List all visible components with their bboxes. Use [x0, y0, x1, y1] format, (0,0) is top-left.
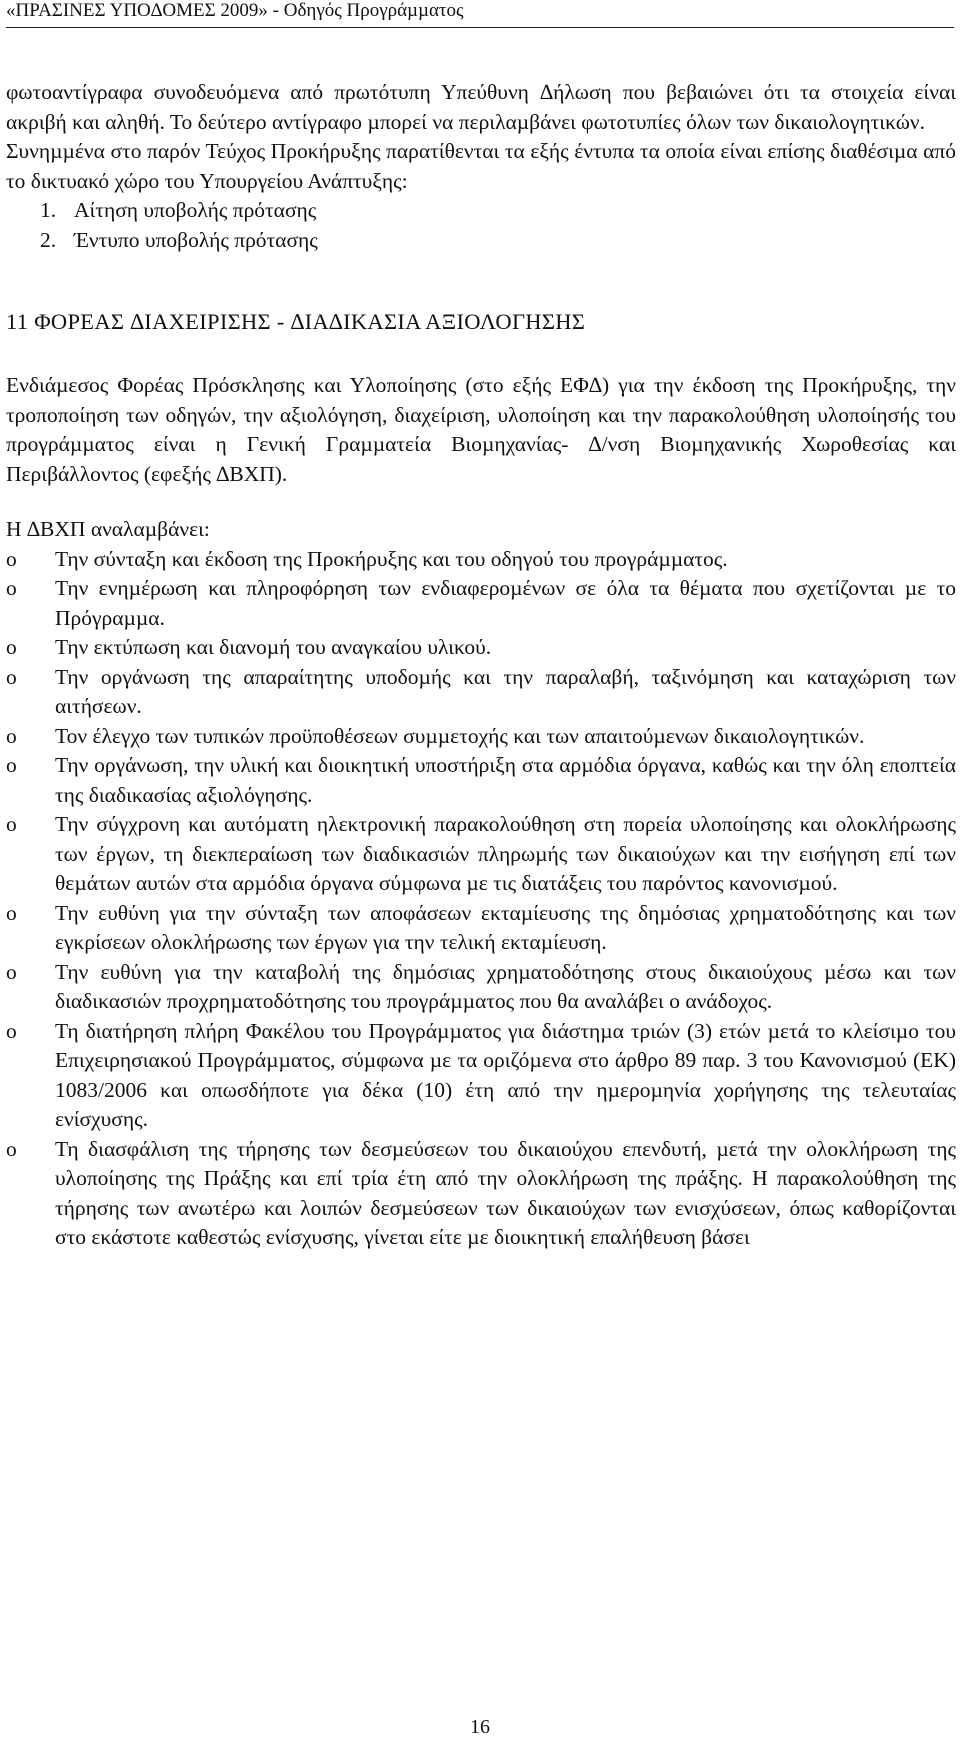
- bullet-item: [6, 751, 956, 810]
- intro-paragraph-2: Συνηµµένα στο παρόν Τεύχος Προκήρυξης παρατίθενται τα εξής έντυπα τα οποία είναι επίσης διαθέσιµα από το δικτυακό χώρο του Υπουργείου Ανάπτυξης:: [6, 139, 956, 193]
- bullet-item: [6, 958, 956, 1017]
- bullet-marker: o: [6, 959, 17, 984]
- bullet-text: Τη διατήρηση πλήρη Φακέλου του Προγράµµατος για διάστηµα τριών (3) ετών µετά το κλείσιµο του Επιχειρησιακού Προγράµµατος, σύµφωνα µε τα οριζόµενα στο άρθρο 89 παρ. 3 του Κανονισµού (ΕΚ) 1083/2006 και οπωσδήποτε για δέκα (10) έτη από την ηµεροµηνία χορήγησης της τελευταίας ενίσχυσης.: [55, 1018, 956, 1131]
- list-number: 2.: [40, 227, 57, 252]
- running-header: «ΠΡΑΣΙΝΕΣ ΥΠΟ∆ΟΜΕΣ 2009» - Οδηγός Προγράµµατος: [6, 0, 954, 28]
- bullet-marker: o: [6, 546, 17, 571]
- bullet-text: Τη διασφάλιση της τήρησης των δεσµεύσεων του δικαιούχου επενδυτή, µετά την ολοκλήρωση της υλοποίησης της Πράξης και επί τρία έτη από την ολοκλήρωση της πράξης. Η παρακολούθηση της τήρησης των ανωτέρω και λοιπών δεσµεύσεων των δικαιούχων των ενισχύσεων, όπως καθορίζονται στο εκάστοτε καθεστώς ενίσχυσης, γίνεται είτε µε διοικητική επαλήθευση βάσει: [55, 1136, 956, 1249]
- bullet-marker: o: [6, 1136, 17, 1161]
- bullet-item: [6, 574, 956, 633]
- bullet-text: Την ευθύνη για την σύνταξη των αποφάσεων εκταµίευσης της δηµόσιας χρηµατοδότησης και των εγκρίσεων ολοκλήρωσης των έργων για την τελική εκταµίευση.: [55, 900, 956, 954]
- section-intro-paragraph: Ενδιάµεσος Φορέας Πρόσκλησης και Υλοποίησης (στο εξής ΕΦ∆) για την έκδοση της Προκήρυξης, την τροποποίηση των οδηγών, την αξιολόγηση, διαχείριση, υλοποίηση και την παρακολούθηση υλοποίησής του προγράµµατος είναι η Γενική Γραµµατεία Βιοµηχανίας- ∆/νση Βιοµηχανικής Χωροθεσίας και Περιβάλλοντος (εφεξής ∆ΒΧΠ).: [6, 373, 956, 486]
- bullet-marker: o: [6, 1018, 17, 1043]
- page-number: 16: [470, 1716, 490, 1738]
- list-item-text: Έντυπο υποβολής πρότασης: [74, 227, 318, 252]
- list-item-text: Αίτηση υποβολής πρότασης: [74, 198, 317, 222]
- bullet-item: [6, 1135, 956, 1253]
- list-number: 1.: [40, 198, 57, 222]
- attachments-list-item: [6, 226, 956, 256]
- bullet-text: Την σύγχρονη και αυτόµατη ηλεκτρονική παρακολούθηση στη πορεία υλοποίησης και ολοκλήρωσης των έργων, τη διεκπεραίωση των διαδικασιών πληρωµής των δικαιούχων και την εισήγηση επί των θεµάτων αυτών στα αρµόδια όργανα σύµφωνα µε τις διατάξεις του παρόντος κανονισµού.: [55, 812, 956, 895]
- bullet-item: [6, 633, 956, 663]
- bullet-text: Την οργάνωση, την υλική και διοικητική υποστήριξη στα αρµόδια όργανα, καθώς και την όλη εποπτεία της διαδικασίας αξιολόγησης.: [55, 753, 956, 807]
- attachments-list-item: [6, 196, 956, 226]
- responsibilities-list: [6, 545, 956, 1253]
- bullet-text: Τον έλεγχο των τυπικών προϋποθέσεων συµµετοχής και των απαιτούµενων δικαιολογητικών.: [55, 723, 865, 748]
- bullet-marker: o: [6, 723, 17, 748]
- intro-paragraph-1: φωτοαντίγραφα συνοδευόµενα από πρωτότυπη Υπεύθυνη ∆ήλωση που βεβαιώνει ότι τα στοιχεία είναι ακριβή και αληθή. Το δεύτερο αντίγραφο µπορεί να περιλαµβάνει φωτοτυπίες όλων των δικαιολογητικών.: [6, 80, 956, 134]
- bullet-text: Την σύνταξη και έκδοση της Προκήρυξης και του οδηγού του προγράµµατος.: [55, 546, 728, 571]
- bullet-item: [6, 722, 956, 752]
- bullet-marker: o: [6, 812, 17, 836]
- attachments-list: [6, 196, 956, 255]
- bullet-item: [6, 663, 956, 722]
- bullet-item: [6, 545, 956, 575]
- bullet-marker: o: [6, 900, 17, 925]
- bullet-marker: o: [6, 664, 17, 689]
- page-content: [6, 78, 956, 1253]
- bullet-text: Την εκτύπωση και διανοµή του αναγκαίου υλικού.: [55, 635, 492, 659]
- bullet-marker: o: [6, 576, 17, 600]
- section-heading: 11 ΦΟΡΕΑΣ ∆ΙΑΧΕΙΡΙΣΗΣ - ∆ΙΑ∆ΙΚΑΣΙΑ ΑΞΙΟΛΟΓΗΣΗΣ: [6, 309, 586, 334]
- bullet-item: [6, 1017, 956, 1135]
- responsibilities-lead: Η ∆ΒΧΠ αναλαµβάνει:: [6, 517, 210, 541]
- bullet-marker: o: [6, 635, 17, 659]
- bullet-text: Την ενηµέρωση και πληροφόρηση των ενδιαφεροµένων σε όλα τα θέµατα που σχετίζονται µε το Πρόγραµµα.: [55, 576, 956, 630]
- bullet-text: Την ευθύνη για την καταβολή της δηµόσιας χρηµατοδότησης στους δικαιούχους µέσω και των διαδικασιών προχρηµατοδότησης του προγράµµατος που θα αναλάβει ο ανάδοχος.: [55, 959, 956, 1013]
- bullet-marker: o: [6, 753, 17, 777]
- bullet-item: [6, 899, 956, 958]
- bullet-text: Την οργάνωση της απαραίτητης υποδοµής και την παραλαβή, ταξινόµηση και καταχώριση των αιτήσεων.: [55, 664, 956, 718]
- bullet-item: [6, 810, 956, 899]
